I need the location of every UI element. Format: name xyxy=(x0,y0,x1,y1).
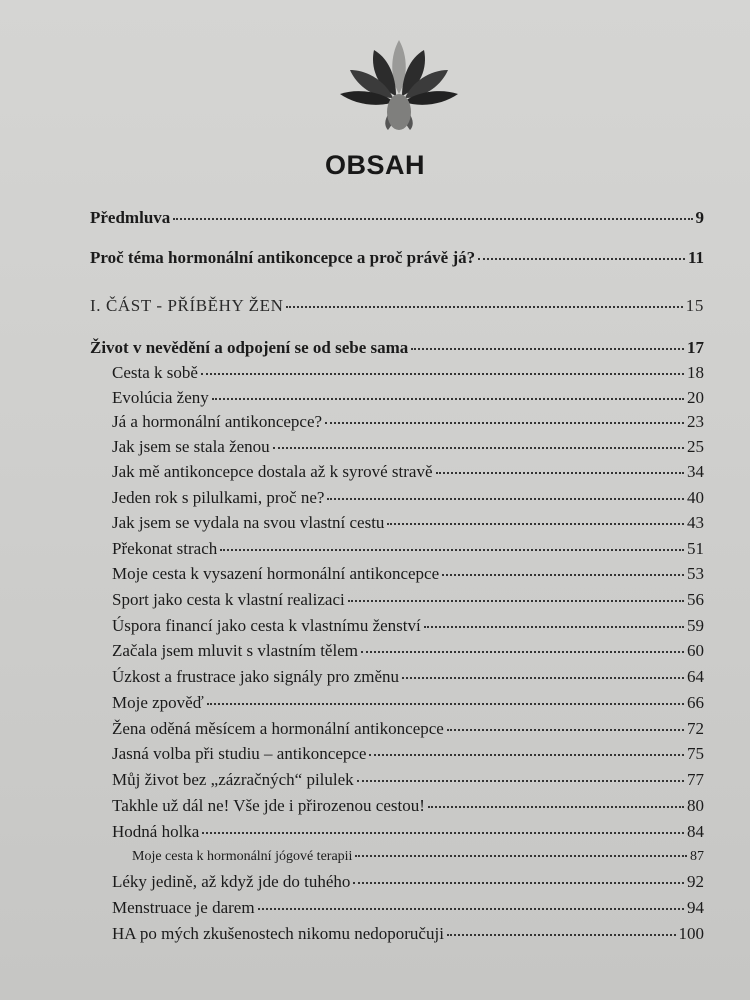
dot-leader xyxy=(327,497,684,500)
toc-entry-page: 20 xyxy=(687,388,704,407)
toc-entry-page: 43 xyxy=(687,513,704,532)
dot-leader xyxy=(436,471,684,474)
dot-leader xyxy=(202,831,684,834)
dot-leader xyxy=(428,805,684,808)
dot-leader xyxy=(442,573,684,576)
toc-entry xyxy=(112,924,704,944)
toc-entry-label: Moje cesta k vysazení hormonální antikoncepce xyxy=(112,564,440,583)
toc-entry-label: Předmluva xyxy=(90,208,171,227)
toc-entry-label: Evolúcia ženy xyxy=(112,388,209,407)
toc-entry-page: 53 xyxy=(687,564,704,583)
toc-entry-page: 17 xyxy=(687,338,704,357)
lotus-flower-icon xyxy=(336,22,462,134)
toc-entry-page: 92 xyxy=(687,872,704,891)
toc-entry xyxy=(112,667,704,687)
toc-entry-page: 100 xyxy=(678,924,704,943)
toc-entry-page: 64 xyxy=(687,667,704,686)
toc-entry-page: 11 xyxy=(687,248,704,267)
toc-entry xyxy=(112,822,704,842)
page-title: OBSAH xyxy=(324,150,425,180)
dot-leader xyxy=(355,854,687,857)
dot-leader xyxy=(447,933,676,936)
toc-entry-label: Úzkost a frustrace jako signály pro změnu xyxy=(112,667,400,686)
toc-entry xyxy=(112,363,704,383)
toc-entry xyxy=(90,248,704,268)
toc-entry-label: Léky jedině, až když jde do tuhého xyxy=(112,872,351,891)
toc-entry xyxy=(112,513,704,533)
toc-entry-label: Já a hormonální antikoncepce? xyxy=(112,412,323,431)
toc-entry xyxy=(112,616,704,636)
dot-leader xyxy=(387,522,684,525)
dot-leader xyxy=(258,907,684,910)
toc-chapter-heading xyxy=(90,338,704,358)
toc-entry-label: Jak jsem se stala ženou xyxy=(112,437,270,456)
toc-entry xyxy=(112,744,704,764)
toc-entry-label: Hodná holka xyxy=(112,822,200,841)
dot-leader xyxy=(357,779,684,782)
toc-entry-label: Jak jsem se vydala na svou vlastní cestu xyxy=(112,513,385,532)
toc-entry-page: 84 xyxy=(687,822,704,841)
toc-entry xyxy=(112,898,704,918)
dot-leader xyxy=(173,217,692,220)
dot-leader xyxy=(369,753,684,756)
toc-entry-label: Moje zpověď xyxy=(112,693,204,712)
toc-entry-label: Moje cesta k hormonální jógové terapii xyxy=(132,849,353,864)
toc-entry-label: Jeden rok s pilulkami, proč ne? xyxy=(112,488,325,507)
toc-entry-label: I. ČÁST - PŘÍBĚHY ŽEN xyxy=(90,296,284,315)
toc-entry xyxy=(112,488,704,508)
toc-entry xyxy=(112,412,704,432)
toc-entry xyxy=(112,437,704,457)
dot-leader xyxy=(361,650,684,653)
toc-entry-page: 72 xyxy=(687,719,704,738)
toc-entry-page: 87 xyxy=(690,849,704,864)
toc-entry-label: Úspora financí jako cesta k vlastnímu ženství xyxy=(112,616,421,635)
toc-entry xyxy=(90,208,704,228)
toc-entry-label: Takhle už dál ne! Vše jde i přirozenou cestou! xyxy=(112,796,425,815)
toc-entry-page: 51 xyxy=(687,539,704,558)
toc-entry-page: 23 xyxy=(687,412,704,431)
toc-entry-label: Začala jsem mluvit s vlastním tělem xyxy=(112,641,358,660)
toc-entry xyxy=(112,796,704,816)
toc-entry-label: Sport jako cesta k vlastní realizaci xyxy=(112,590,345,609)
toc-entry-label: Žena oděná měsícem a hormonální antikoncepce xyxy=(112,719,444,738)
toc-entry-label: HA po mých zkušenostech nikomu nedoporučuji xyxy=(112,924,444,943)
toc-entry xyxy=(112,590,704,610)
toc-entry xyxy=(112,388,704,408)
toc-entry-page: 77 xyxy=(687,770,704,789)
toc-entry xyxy=(112,539,704,559)
toc-entry-label: Překonat strach xyxy=(112,539,218,558)
toc-entry-page: 40 xyxy=(687,488,704,507)
toc-entry xyxy=(112,719,704,739)
toc-entry-label: Můj život bez „zázračných“ pilulek xyxy=(112,770,354,789)
dot-leader xyxy=(325,421,684,424)
toc-part-heading xyxy=(90,296,704,316)
toc-entry-page: 59 xyxy=(687,616,704,635)
toc-entry-label: Život v nevědění a odpojení se od sebe sama xyxy=(90,338,409,357)
dot-leader xyxy=(447,728,684,731)
toc-entry xyxy=(112,770,704,790)
toc-entry-page: 34 xyxy=(687,462,704,481)
toc-entry-page: 56 xyxy=(687,590,704,609)
toc-entry xyxy=(112,693,704,713)
toc-entry-page: 80 xyxy=(687,796,704,815)
toc-entry-page: 94 xyxy=(687,898,704,917)
dot-leader xyxy=(201,372,684,375)
dot-leader xyxy=(353,881,684,884)
toc-entry xyxy=(112,641,704,661)
toc-entry-page: 75 xyxy=(687,744,704,763)
toc-subentry xyxy=(132,849,704,865)
dot-leader xyxy=(402,676,684,679)
toc-entry-label: Menstruace je darem xyxy=(112,898,255,917)
dot-leader xyxy=(411,347,684,350)
toc-entry-page: 9 xyxy=(695,208,704,227)
toc-entry xyxy=(112,872,704,892)
toc-entry-page: 60 xyxy=(687,641,704,660)
dot-leader xyxy=(478,257,685,260)
toc-entry-page: 15 xyxy=(685,296,704,315)
dot-leader xyxy=(424,625,684,628)
dot-leader xyxy=(212,397,684,400)
dot-leader xyxy=(348,599,684,602)
dot-leader xyxy=(220,548,684,551)
toc-entry-label: Jak mě antikoncepce dostala až k syrové stravě xyxy=(112,462,433,481)
toc-entry-label: Jasná volba při studiu – antikoncepce xyxy=(112,744,367,763)
dot-leader xyxy=(273,446,684,449)
toc-entry-page: 18 xyxy=(687,363,704,382)
dot-leader xyxy=(286,305,682,308)
toc-entry xyxy=(112,564,704,584)
toc-entry xyxy=(112,462,704,482)
toc-entry-label: Proč téma hormonální antikoncepce a proč právě já? xyxy=(90,248,476,267)
toc-entry-page: 66 xyxy=(687,693,704,712)
dot-leader xyxy=(207,702,684,705)
toc-entry-label: Cesta k sobě xyxy=(112,363,198,382)
toc-entry-page: 25 xyxy=(687,437,704,456)
